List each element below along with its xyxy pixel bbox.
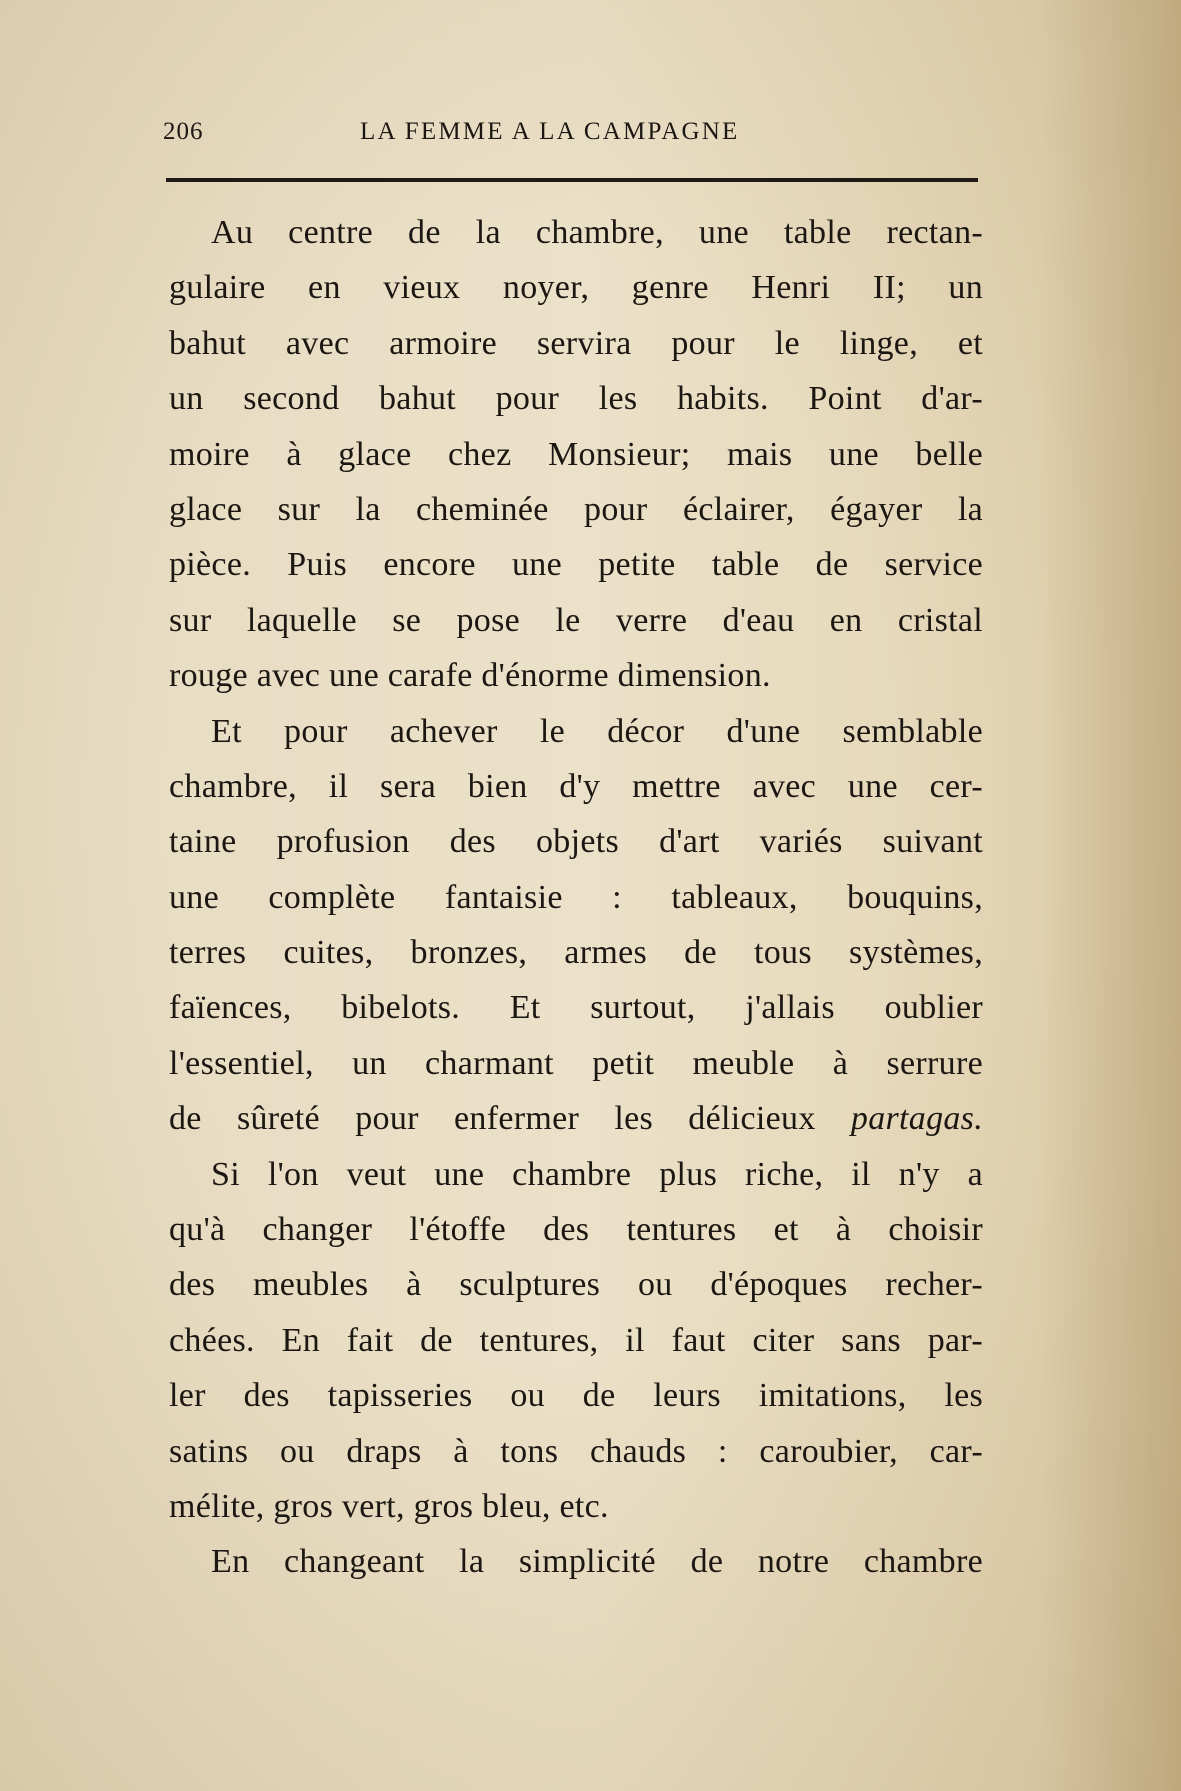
text-line: chambre, il sera bien d'y mettre avec une cer- (169, 767, 983, 805)
text-line: une complète fantaisie : tableaux, bouquins, (169, 878, 983, 916)
page-number: 206 (163, 118, 204, 145)
text-line: de sûreté pour enfermer les délicieux partagas. (169, 1100, 983, 1138)
paragraph (169, 1147, 983, 1535)
text-line: pièce. Puis encore une petite table de service (169, 546, 983, 584)
running-header (163, 118, 983, 154)
text-line: taine profusion des objets d'art variés suivant (169, 823, 983, 861)
text-line: un second bahut pour les habits. Point d'ar- (169, 380, 983, 418)
body-text (169, 205, 983, 1590)
paragraph (169, 704, 983, 1147)
text-line: faïences, bibelots. Et surtout, j'allais oublier (169, 989, 983, 1027)
italic-word: partagas. (850, 1100, 983, 1138)
text-line: terres cuites, bronzes, armes de tous systèmes, (169, 934, 983, 972)
text-line: des meubles à sculptures ou d'époques recher- (169, 1266, 983, 1304)
text-line: Et pour achever le décor d'une semblable (211, 712, 983, 750)
text-line: chées. En fait de tentures, il faut citer sans par- (169, 1321, 983, 1359)
text-line: gulaire en vieux noyer, genre Henri II; un (169, 269, 983, 307)
text-line: qu'à changer l'étoffe des tentures et à choisir (169, 1211, 983, 1249)
text-line: Au centre de la chambre, une table rectan- (211, 214, 983, 251)
text-line: moire à glace chez Monsieur; mais une belle (169, 435, 983, 473)
text-line: En changeant la simplicité de notre chambre (211, 1543, 983, 1581)
text-line: satins ou draps à tons chauds : caroubier, car- (169, 1432, 983, 1470)
text-line: mélite, gros vert, gros bleu, etc. (169, 1487, 609, 1525)
text-line: ler des tapisseries ou de leurs imitations, les (169, 1377, 983, 1415)
text-line: l'essentiel, un charmant petit meuble à serrure (169, 1044, 983, 1082)
text-line: rouge avec une carafe d'énorme dimension. (169, 657, 771, 695)
paragraph (169, 1534, 983, 1589)
text-line: bahut avec armoire servira pour le linge, et (169, 324, 983, 362)
paragraph (169, 205, 983, 704)
text-line: glace sur la cheminée pour éclairer, égayer la (169, 490, 983, 528)
running-title: LA FEMME A LA CAMPAGNE (360, 118, 740, 145)
text-line: sur laquelle se pose le verre d'eau en cristal (169, 601, 983, 639)
header-rule (166, 178, 978, 182)
text-line: Si l'on veut une chambre plus riche, il n'y a (211, 1155, 983, 1193)
